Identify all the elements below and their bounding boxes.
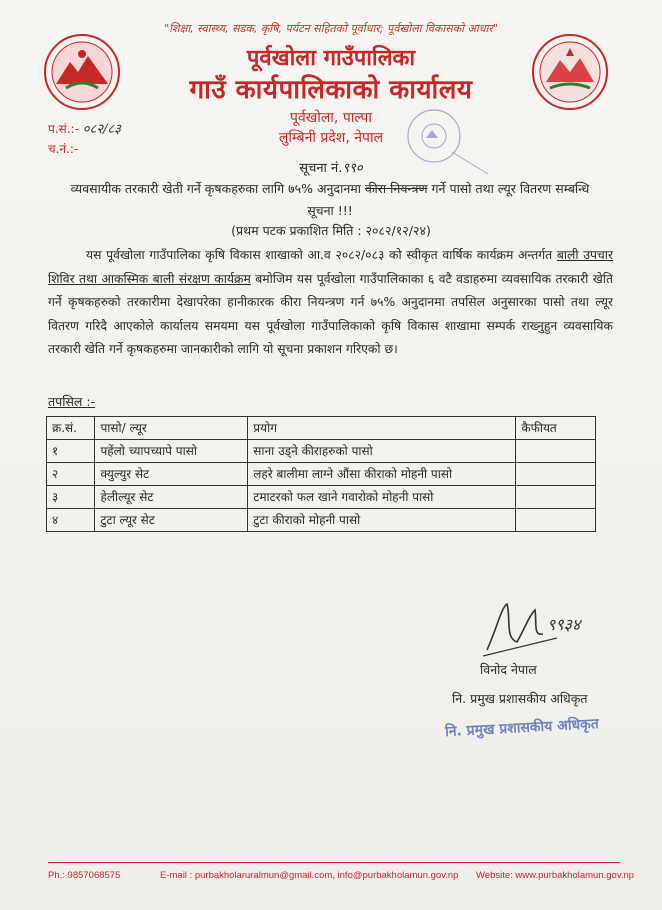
trap-distribution-table (46, 416, 596, 532)
cell-remarks (516, 440, 596, 463)
body-part-2: बमोजिम यस पूर्वखोला गाउँपालिकाका ६ वटै वडाहरुमा व्यवसायिक तरकारी खेति गर्ने कृषकहरुको तरकारीमा देखापरेका हानीकारक कीरा नियन्त्रण गर्न ७५% अनुदानमा तपसिल अनुसारका पासो तथा ल्यूर वितरण गरिदै आएकोले कार्यालय समयमा यस पूर्वखोला गाउँपालिकाको कृषि विकास शाखामा सम्पर्क राख्नुहुन व्यवसायिक तरकारी खेति गर्ने कृषकहरुमा जानकारीको लागि यो सूचना प्रकाशन गरिएको छ। (48, 271, 613, 357)
cell-usage: टुटा कीराको मोहनी पासो (248, 509, 516, 532)
program-name: बाली उपचार शिविर तथा आकस्मिक बाली संरक्षण कार्यक्रम (48, 248, 613, 286)
tagline: "शिक्षा, स्वास्थ्य, सडक, कृषि, पर्यटन सहितको पूर्वाधार; पूर्वखोला विकासको आधार" (164, 22, 498, 35)
signature-text: ९९३४ (547, 615, 581, 634)
cell-trap: पहेंलो च्यापच्यापे पासो (95, 440, 248, 463)
col-serial: क्र.सं. (47, 417, 95, 440)
signer-designation: नि. प्रमुख प्रशासकीय अधिकृत (452, 691, 588, 706)
cell-usage: टमाटरको फल खाने गवारोको मोहनी पासो (248, 486, 516, 509)
address-line-2: लुम्बिनी प्रदेश, नेपाल (278, 130, 384, 146)
published-date: (प्रथम पटक प्रकाशित मिति : २०८२/१२/२४) (231, 223, 431, 238)
subject-part-1: व्यवसायीक तरकारी खेती गर्ने कृषकहरुका लागि ७५% अनुदानमा (70, 181, 365, 196)
designation-seal: नि. प्रमुख प्रशासकीय अधिकृत (444, 716, 600, 741)
footer-email: E-mail : purbakholaruralmun@gmail.com, info@purbakholamun.gov.np (160, 870, 459, 881)
notice-number-value: ९९० (342, 161, 363, 176)
col-trap: पासो/ ल्यूर (95, 417, 248, 440)
col-usage: प्रयोग (248, 417, 516, 440)
cell-remarks (516, 486, 596, 509)
cell-trap: क्युल्युर सेट (95, 463, 248, 486)
cell-usage: साना उड्ने कीराहरुको पासो (248, 440, 516, 463)
cell-remarks (516, 463, 596, 486)
body-part-1: यस पूर्वखोला गाउँपालिका कृषि विकास शाखाको आ.व २०८२/०८३ को स्वीकृत वार्षिक कार्यक्रम अन्तर्गत (86, 248, 557, 262)
footer-website: Website: www.purbakholamun.gov.np (476, 870, 635, 881)
notice-body (48, 244, 613, 362)
table-header-row (47, 417, 596, 440)
table-row (47, 509, 596, 532)
table-row (47, 440, 596, 463)
subject-struck: कीरा नियन्त्रण (364, 181, 428, 196)
dispatch-number (48, 140, 78, 157)
ps-label: प.सं.:- (48, 122, 79, 136)
col-remarks: कैफीयत (516, 417, 596, 440)
cell-serial: ३ (47, 486, 95, 509)
cell-serial: १ (47, 440, 95, 463)
footer-divider (48, 862, 620, 863)
handwritten-signature (477, 598, 595, 660)
signer-name: विनोद नेपाल (480, 662, 537, 677)
notice-subject (60, 178, 600, 222)
address-line-1: पूर्वखोला, पाल्पा (290, 110, 372, 126)
cell-serial: ४ (47, 509, 95, 532)
schedule-label: तपसिल :- (48, 394, 96, 409)
cell-trap: टुटा ल्यूर सेट (95, 509, 248, 532)
notice-number (0, 158, 662, 176)
table-row (47, 463, 596, 486)
office-name: गाउँ कार्यपालिकाको कार्यालय (189, 75, 473, 105)
notice-number-label: सूचना नं. (299, 161, 343, 176)
ps-value: ०८२/८३ (82, 122, 121, 137)
cell-trap: हेलील्यूर सेट (95, 486, 248, 509)
cell-serial: २ (47, 463, 95, 486)
cell-usage: लहरे बालीमा लाग्ने औंसा कीराको मोहनी पासो (248, 463, 516, 486)
letter-number (48, 119, 121, 137)
municipality-name: पूर्वखोला गाउँपालिका (246, 46, 416, 71)
subject-part-2: गर्ने पासो तथा ल्यूर वितरण सम्बन्धि सूचना !!! (307, 181, 590, 218)
cell-remarks (516, 509, 596, 532)
cn-label: च.नं.:- (48, 142, 79, 156)
footer-phone: Ph.: 9857068575 (48, 870, 121, 881)
table-row (47, 486, 596, 509)
